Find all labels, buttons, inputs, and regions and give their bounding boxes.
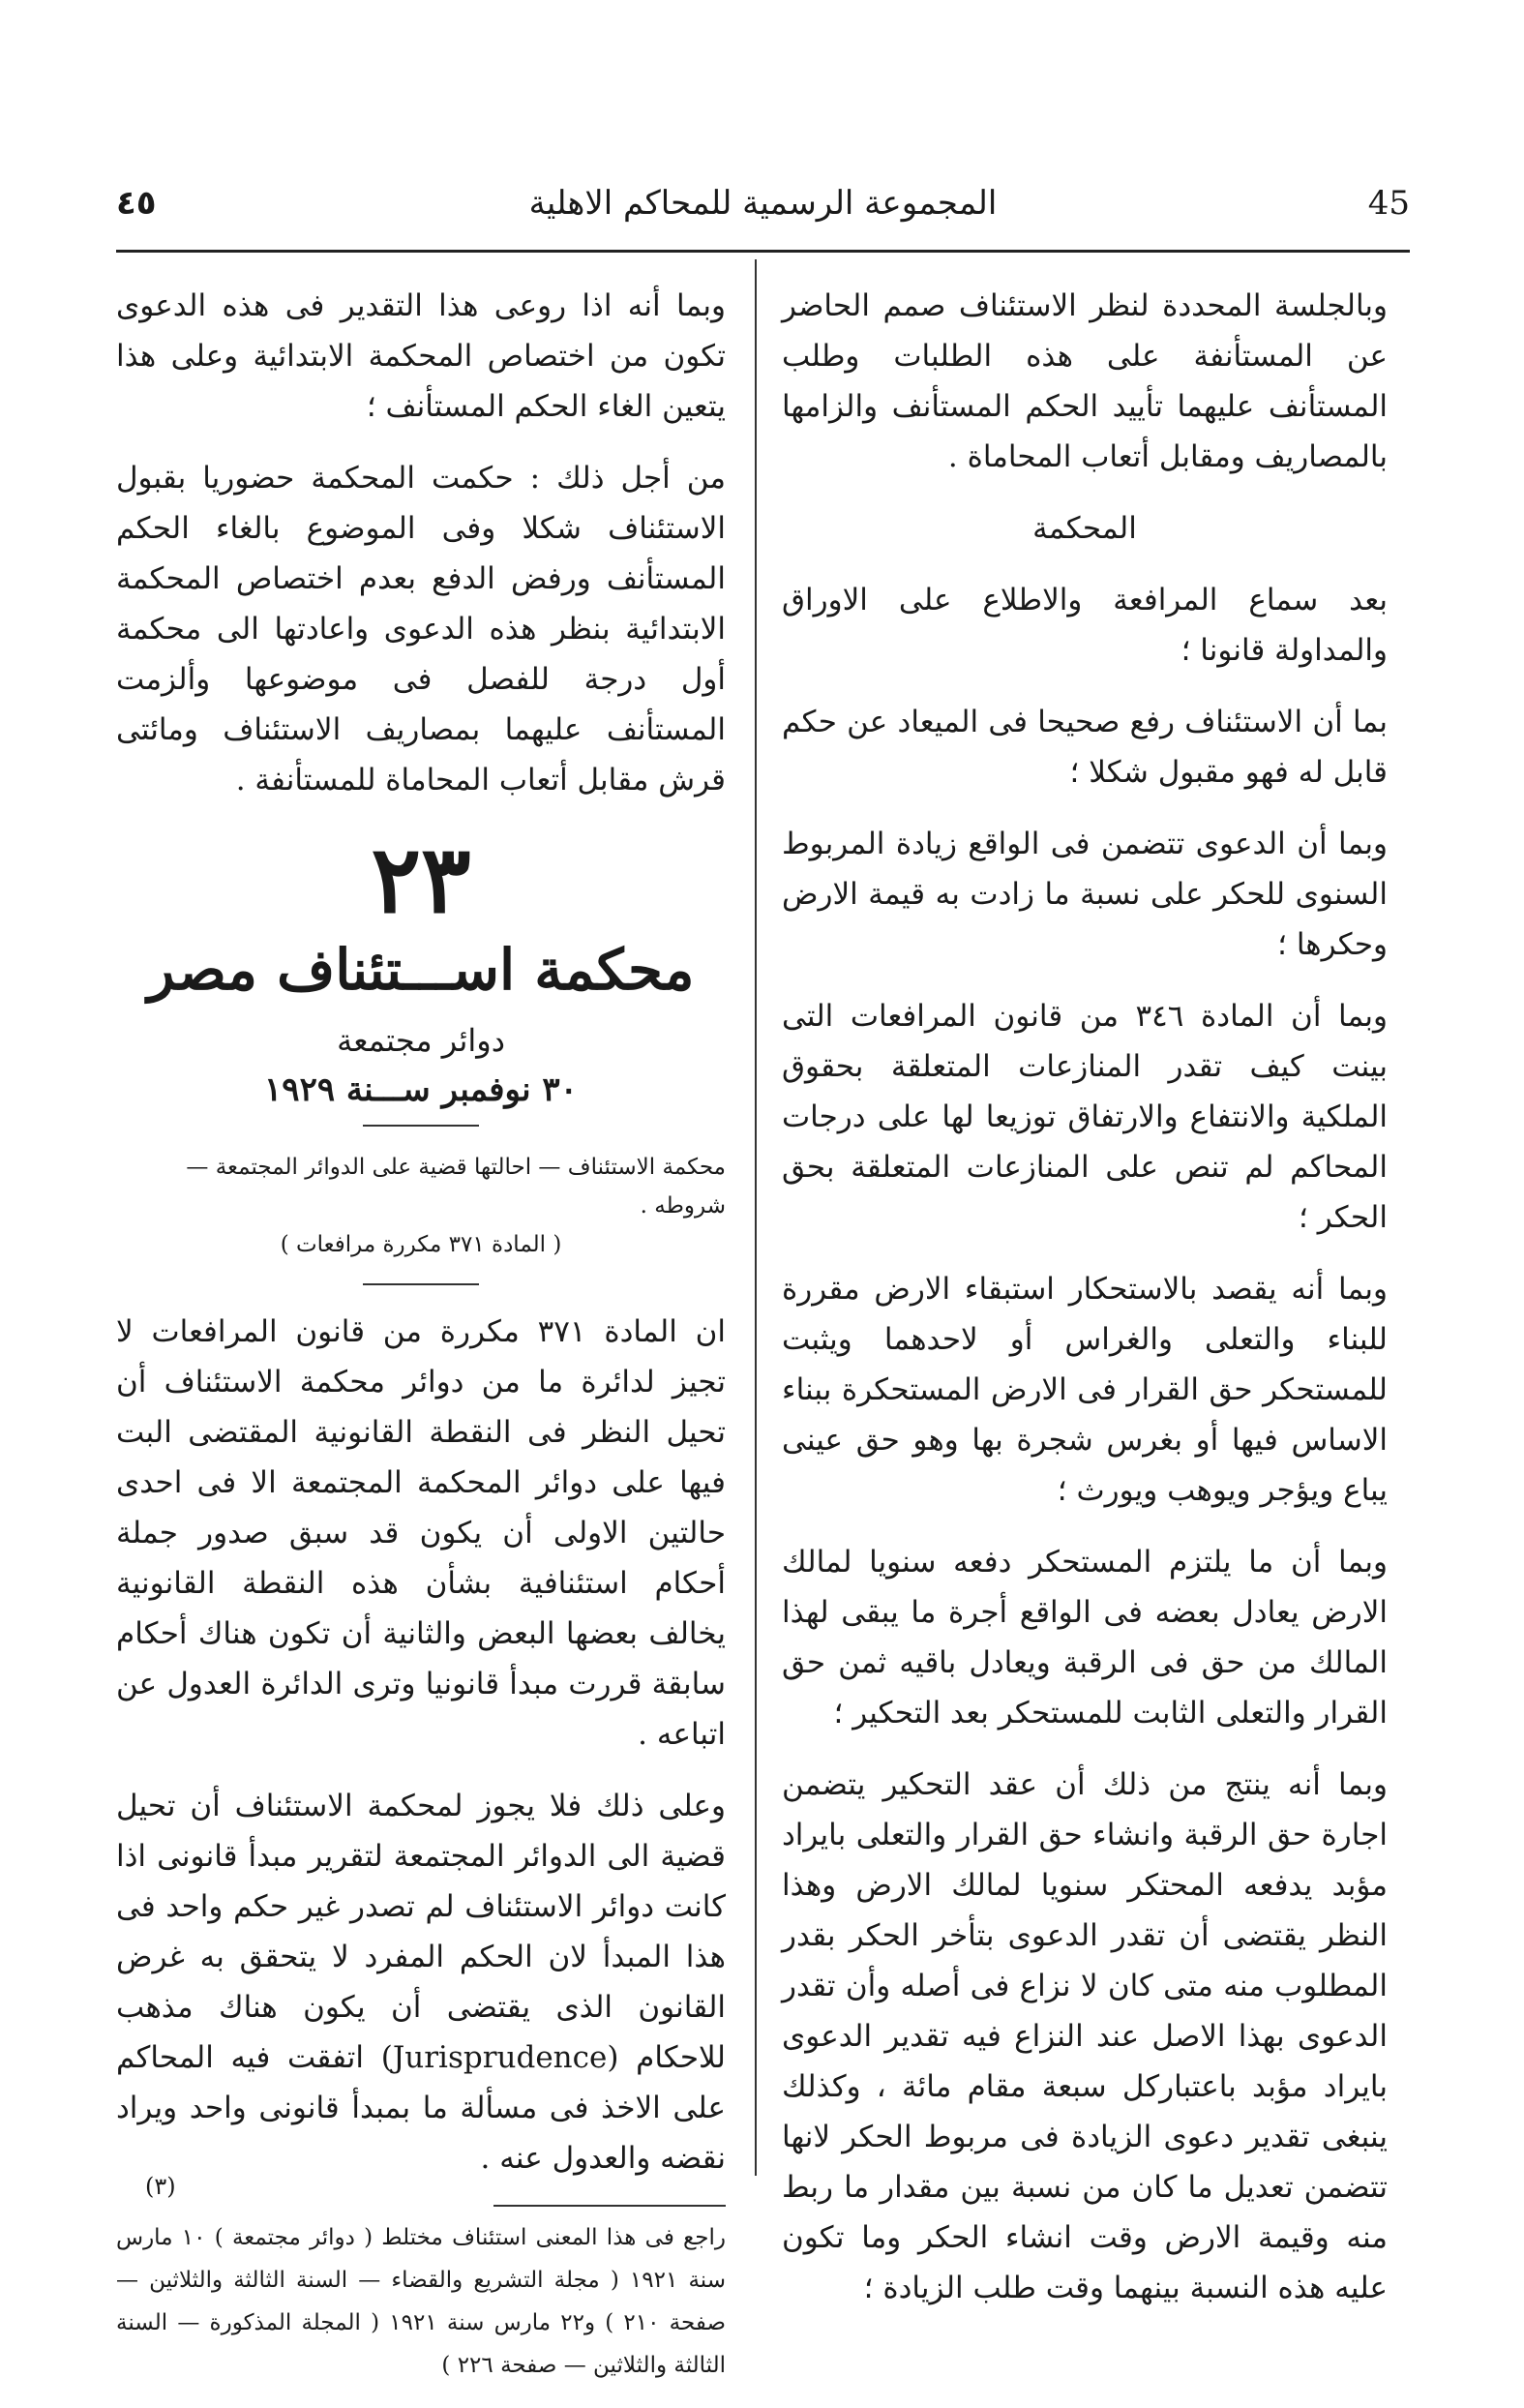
paragraph: وعلى ذلك فلا يجوز لمحكمة الاستئناف أن تحيل قضية الى الدوائر المجتمعة لتقرير مبدأ قانونى اذا كانت دوائر الاستئناف لم تصدر غير حكم واحد فى هذا المبدأ لان الحكم المفرد لا يتحقق به غرض القانون الذى يقتضى أن يكون هناك مذهب للاحكام (Jurisprudence) اتفقت فيه المحاكم على الاخذ فى مسألة ما بمبدأ قانونى واحد ويراد نقضه والعدول عنه . bbox=[116, 1789, 727, 2176]
short-rule bbox=[363, 1283, 479, 1285]
paragraph: وبما أنه يقصد بالاستحكار استبقاء الارض مقررة للبناء والتعلى والغراس أو لاحدهما ويثبت للمستحكر حق القرار فى الارض المستحكرة ببناء الاساس فيها أو بغرس شجرة بها وهو حق عينى يباع ويؤجر ويوهب ويورث ؛ bbox=[782, 1272, 1388, 1508]
case-number: ٢٣ bbox=[371, 825, 471, 934]
paragraph: ان المادة ٣٧١ مكررة من قانون المرافعات لا تجيز لدائرة ما من دوائر محكمة الاستئناف أن تحيل النظر فى النقطة القانونية المقتضى البت فيها على دوائر المحكمة المجتمعة الا فى احدى حالتين الاولى أن يكون قد سبق صدور جملة أحكام استئنافية بشأن هذه النقطة القانونية يخالف بعضها البعض والثانية أن تكون هناك أحكام سابقة قررت مبدأ قانونيا وترى الدائرة العدول عن اتباعه . bbox=[116, 1314, 726, 1752]
chamber-label: دوائر مجتمعة bbox=[337, 1022, 505, 1059]
page-number-western: 45 bbox=[1367, 184, 1410, 223]
paragraph: وبما أنه اذا روعى هذا التقدير فى هذه الدعوى تكون من اختصاص المحكمة الابتدائية وعلى هذا يتعين الغاء الحكم المستأنف ؛ bbox=[116, 288, 726, 424]
summary-text: محكمة الاستئناف — احالتها قضية على الدوائر المجتمعة — شروطه . bbox=[186, 1155, 726, 1219]
paragraph: بعد سماع المرافعة والاطلاع على الاوراق والمداولة قانونا ؛ bbox=[782, 583, 1388, 668]
page-header bbox=[116, 184, 1410, 242]
paragraph: وبالجلسة المحددة لنظر الاستئناف صمم الحاضر عن المستأنفة على هذه الطلبات وطلب المستأنف عليهما تأييد الحكم المستأنف والزامها بالمصاريف ومقابل أتعاب المحاماة . bbox=[782, 288, 1388, 474]
page-number-arabic-indic: ٤٥ bbox=[116, 184, 157, 223]
paragraph: وبما أنه ينتج من ذلك أن عقد التحكير يتضمن اجارة حق الرقبة وانشاء حق القرار والتعلى بايراد مؤبد يدفعه المحتكر سنويا لمالك الارض وهذا النظر يقتضى أن تقدر الدعوى بتأخر الحكر بقدر المطلوب منه متى كان لا نزاع فى أصله وأن تقدر الدعوى بهذا الاصل عند النزاع فيه تقدير الدعوى بايراد مؤبد باعتباركل سبعة مقام مائة ، وكذلك ينبغى تقدير دعوى الزيادة فى مربوط الحكر لانها تتضمن تعديل ما كان من نسبة بين مقدار ما ربط منه وقيمة الارض وقت انشاء الحكر وما تكون عليه هذه النسبة بينهما وقت طلب الزيادة ؛ bbox=[782, 1767, 1388, 2305]
paragraph: بما أن الاستئناف رفع صحيحا فى الميعاد عن حكم قابل له فهو مقبول شكلا ؛ bbox=[782, 705, 1388, 790]
right-column bbox=[782, 281, 1388, 2334]
paragraph: من أجل ذلك : حكمت المحكمة حضوريا بقبول الاستئناف شكلا وفى الموضوع بالغاء الحكم المستأنف ورفض الدفع بعدم اختصاص المحكمة الابتدائية بنظر هذه الدعوى واعادتها الى محكمة أول درجة للفصل فى موضوعها وألزمت المستأنف عليهما بمصاريف الاستئناف ومائتى قرش مقابل أتعاب المحاماة للمستأنفة . bbox=[116, 461, 726, 798]
paragraph: وبما أن الدعوى تتضمن فى الواقع زيادة المربوط السنوى للحكر على نسبة ما زادت به قيمة الارض وحكرها ؛ bbox=[782, 827, 1388, 962]
paragraph: وبما أن ما يلتزم المستحكر دفعه سنويا لمالك الارض يعادل بعضه فى الواقع أجرة ما يبقى لهذا المالك من حق فى الرقبة ويعادل باقيه ثمن حق القرار والتعلى الثابت للمستحكر بعد التحكير ؛ bbox=[782, 1545, 1388, 1731]
footnote-rule bbox=[493, 2205, 726, 2207]
column-divider bbox=[755, 259, 757, 2176]
paragraph: وبما أن المادة ٣٤٦ من قانون المرافعات التى بينت كيف تقدر المنازعات المتعلقة بحقوق الملكية والانتفاع والارتفاق توزيعا لها على درجات المحاكم لم تنص على المنازعات المتعلقة بحق الحكر ؛ bbox=[782, 999, 1388, 1235]
header-rule bbox=[116, 250, 1410, 253]
summary-reference: ( المادة ٣٧١ مكررة مرافعات ) bbox=[280, 1232, 562, 1257]
signature-mark: (٣) bbox=[145, 2173, 176, 2200]
judgment-date: ٣٠ نوفمبر ســـنة ١٩٢٩ bbox=[264, 1070, 578, 1109]
left-column bbox=[116, 281, 726, 2408]
footnote: راجع فى هذا المعنى استئناف مختلط ( دوائر مجتمعة ) ١٠ مارس سنة ١٩٢١ ( مجلة التشريع والقضاء — السنة الثالثة والثلاثين — صفحة ٢١٠ ) و٢٢ مارس سنة ١٩٢١ ( المجلة المذكورة — السنة الثالثة والثلاثين — صفحة ٢٢٦ ) bbox=[116, 2225, 727, 2378]
running-title: المجموعة الرسمية للمحاكم الاهلية bbox=[528, 184, 998, 223]
short-rule bbox=[363, 1125, 479, 1127]
court-name: محكمة اســـتئناف مصر bbox=[147, 937, 695, 1003]
section-heading: المحكمة bbox=[1032, 511, 1137, 546]
case-summary bbox=[116, 1148, 726, 1264]
